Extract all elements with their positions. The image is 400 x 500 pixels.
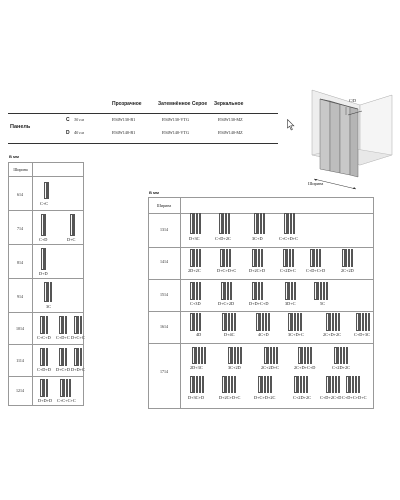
row-size-d: 40 см — [74, 130, 84, 135]
panel-pictogram — [264, 347, 278, 364]
left-unit-label: В мм — [9, 154, 19, 159]
code-c-mirror: E94W130-MZ — [218, 117, 243, 122]
combo-label: D+C+C — [71, 335, 85, 340]
panel-pictogram — [228, 347, 242, 364]
combo-label: C+D+3C — [354, 332, 370, 337]
left-width-1014: 1014 — [16, 326, 24, 331]
panel-pictogram — [222, 313, 236, 331]
code-c-transparent: E94W130-B1 — [112, 117, 136, 122]
left-header: Ширина — [13, 167, 28, 172]
combo-label: C+3D — [190, 301, 201, 306]
panel-pictogram — [44, 182, 50, 199]
combo-label: C+D+2C+D — [320, 395, 342, 400]
panel-pictogram — [356, 313, 370, 331]
panel-pictogram — [285, 282, 297, 300]
panel-pictogram — [294, 376, 308, 393]
combo-label: D+4C — [224, 332, 235, 337]
combo-label: D+2C+D+C — [219, 395, 241, 400]
combo-label: D+C+D — [56, 367, 70, 372]
panel-pictogram — [40, 348, 49, 366]
combo-label: C+2D+2C — [293, 395, 311, 400]
combo-label: D+C+D+C — [217, 268, 237, 273]
combo-label: 5C — [320, 301, 326, 306]
code-d-mirror: E94W140-MZ — [218, 130, 243, 135]
combo-label: D+D+C+D — [249, 301, 269, 306]
width-label: Ширина — [308, 181, 324, 186]
combo-label: D+3C+D — [188, 395, 205, 400]
panel-pictogram — [326, 313, 340, 331]
right-unit-label: В мм — [149, 190, 159, 195]
row-letter-d: D — [66, 130, 70, 136]
panel-pictogram — [258, 376, 272, 393]
col-header-mirror: Зеркальное — [214, 101, 244, 107]
combo-label: 2C+2D — [341, 268, 354, 273]
combo-label: 3C+2D — [228, 365, 241, 370]
panel-pictogram — [334, 347, 348, 364]
panel-pictogram — [190, 313, 202, 331]
combo-label: C+C+D+C — [279, 236, 298, 241]
right-width-1314: 1314 — [160, 227, 168, 232]
combo-label: 4D — [196, 332, 202, 337]
combo-label: D+3C — [189, 236, 200, 241]
panel-pictogram — [326, 376, 340, 393]
col-header-transparent: Прозрачное — [112, 101, 142, 107]
combo-label: D+D — [39, 271, 48, 276]
panel-pictogram — [219, 213, 231, 234]
panel-pictogram — [41, 248, 47, 270]
row-letter-c: C — [66, 117, 70, 123]
combo-label: C+C+D — [37, 335, 51, 340]
combo-label: C+2D+2C — [332, 365, 350, 370]
panel-pictogram — [310, 249, 322, 267]
right-width-table — [148, 197, 374, 409]
code-d-tinted: E94W140-VTG — [162, 130, 189, 135]
combo-label: 2C+D+C+D — [294, 365, 316, 370]
panel-pictogram — [44, 282, 53, 302]
combo-label: D+D+D — [38, 398, 53, 403]
combo-label: D+D+C — [71, 367, 85, 372]
combo-label: C+D+D — [37, 367, 51, 372]
combo-label: C+D+C+D+C — [342, 395, 367, 400]
right-header: Ширина — [156, 203, 172, 208]
combo-label: C+D+C+D — [306, 268, 326, 273]
panel-pictogram — [40, 316, 49, 334]
left-width-614: 614 — [17, 192, 23, 197]
panel-pictogram — [222, 376, 236, 393]
panel-pictogram — [221, 282, 233, 300]
left-width-1114: 1114 — [16, 358, 24, 363]
combo-label: C+D+C — [56, 335, 70, 340]
combo-label: D+2C+D — [249, 268, 266, 273]
left-width-table — [8, 162, 84, 406]
right-width-1714: 1714 — [160, 369, 168, 374]
combo-label: 3C+D — [252, 236, 263, 241]
panel-pictogram — [283, 249, 295, 267]
panel-pictogram — [298, 347, 312, 364]
combo-label: C+D+2C — [215, 236, 231, 241]
panel-pictogram — [59, 316, 68, 334]
combo-label: 2C+2D+C — [261, 365, 279, 370]
combo-label: 2D+2C — [188, 268, 201, 273]
code-d-transparent: E94W140-B1 — [112, 130, 136, 135]
panel-pictogram — [190, 376, 204, 393]
combo-label: D+C — [67, 237, 76, 242]
combo-label: C+C+C+C — [57, 398, 76, 403]
panel-pictogram — [190, 249, 202, 267]
combo-label: C+D — [39, 237, 48, 242]
code-c-tinted: E94W130-VTG — [162, 117, 189, 122]
depth-label: C/D — [349, 98, 357, 103]
combo-label: C+C — [40, 201, 49, 206]
panel-pictogram — [342, 249, 354, 267]
combo-label: C+2D+C — [280, 268, 296, 273]
combo-label: 4C+D — [258, 332, 269, 337]
panel-pictogram — [314, 282, 328, 300]
right-width-1514: 1514 — [160, 292, 168, 297]
row-label-panel: Панель — [10, 124, 31, 130]
panel-pictogram — [41, 214, 47, 236]
left-width-1214: 1214 — [16, 388, 24, 393]
panel-pictogram — [190, 282, 202, 300]
combo-label: 2C+D+2C — [323, 332, 341, 337]
panel-pictogram — [60, 379, 72, 397]
right-width-1614: 1614 — [160, 324, 168, 329]
panel-pictogram — [74, 316, 83, 334]
panel-pictogram — [220, 249, 232, 267]
combo-label: 3C+D+C — [288, 332, 304, 337]
panel-pictogram — [190, 213, 202, 234]
mouse-cursor-icon — [287, 119, 295, 131]
combo-label: 2D+3C — [190, 365, 203, 370]
panel-pictogram — [74, 348, 83, 366]
combo-label: 3D+C — [285, 301, 296, 306]
combo-label: 3C — [46, 304, 52, 309]
left-width-814: 814 — [17, 260, 23, 265]
panel-pictogram — [40, 379, 49, 397]
left-width-714: 714 — [17, 226, 23, 231]
panel-pictogram — [59, 348, 68, 366]
panel-pictogram — [70, 214, 76, 236]
combo-label: D+C+D+2C — [254, 395, 276, 400]
right-width-1414: 1414 — [160, 259, 168, 264]
panel-pictogram — [288, 313, 302, 331]
panel-pictogram — [252, 249, 264, 267]
panel-pictogram — [284, 213, 296, 234]
col-header-tinted-grey: Затемнённое Серое — [158, 101, 208, 107]
panel-pictogram — [346, 376, 360, 393]
panel-pictogram — [252, 282, 264, 300]
combo-label: D+C+2D — [218, 301, 235, 306]
panel-pictogram — [256, 313, 270, 331]
left-width-914: 914 — [17, 294, 23, 299]
panel-pictogram — [192, 347, 206, 364]
shower-enclosure-diagram — [300, 85, 396, 195]
panel-pictogram — [254, 213, 266, 234]
row-size-c: 30 см — [74, 117, 84, 122]
